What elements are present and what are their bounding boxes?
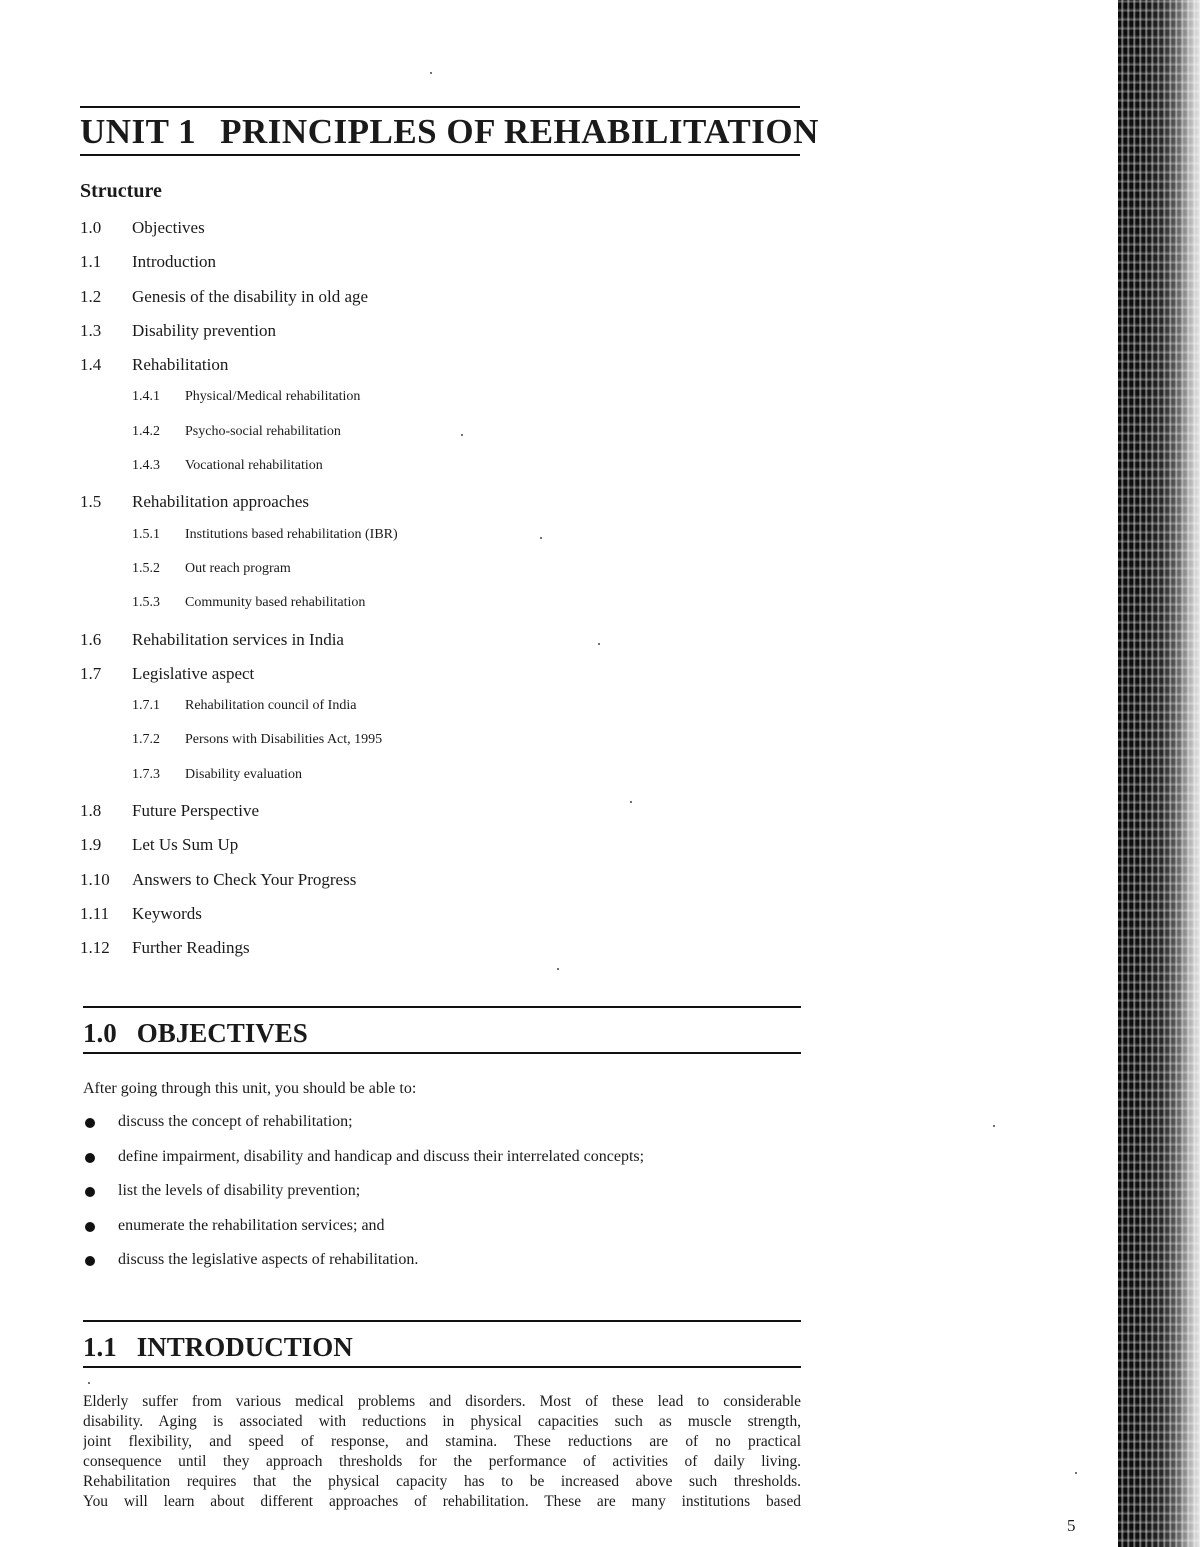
toc-item-label: Institutions based rehabilitation (IBR) bbox=[185, 526, 398, 542]
toc-subitem bbox=[80, 458, 780, 492]
paragraph-line: disability. Aging is associated with reductions in physical capacities such as muscle strength, bbox=[83, 1413, 801, 1430]
paragraph-line: joint flexibility, and speed of response, and stamina. These reductions are of no practical bbox=[83, 1433, 801, 1450]
toc-item-number: 1.4.3 bbox=[132, 458, 160, 474]
toc-item-number: 1.6 bbox=[80, 629, 102, 649]
scan-speck bbox=[540, 537, 542, 539]
objective-text: list the levels of disability prevention; bbox=[118, 1182, 361, 1199]
toc-item-label: Disability evaluation bbox=[185, 766, 303, 782]
objectives-heading bbox=[83, 1016, 308, 1050]
toc-item bbox=[80, 252, 780, 286]
table-of-contents bbox=[80, 218, 780, 973]
toc-item-label: Out reach program bbox=[185, 560, 291, 576]
toc-item-label: Rehabilitation council of India bbox=[185, 698, 357, 714]
toc-item-number: 1.9 bbox=[80, 835, 102, 855]
structure-heading: Structure bbox=[80, 180, 162, 202]
introduction-bottom-rule bbox=[83, 1366, 801, 1368]
toc-item-number: 1.12 bbox=[80, 938, 110, 958]
toc-item bbox=[80, 287, 780, 321]
toc-item bbox=[80, 801, 780, 835]
toc-item-label: Community based rehabilitation bbox=[185, 595, 366, 611]
toc-item bbox=[80, 492, 780, 526]
toc-item-number: 1.8 bbox=[80, 801, 102, 821]
introduction-heading bbox=[83, 1330, 353, 1364]
toc-item-number: 1.3 bbox=[80, 320, 102, 340]
paragraph-line: You will learn about different approaches of rehabilitation. These are many institutions based bbox=[83, 1493, 801, 1510]
objective-text: define impairment, disability and handicap and discuss their interrelated concepts; bbox=[118, 1147, 645, 1165]
toc-item-label: Future Perspective bbox=[132, 801, 259, 821]
introduction-top-rule bbox=[83, 1320, 801, 1322]
bullet-icon bbox=[85, 1187, 95, 1197]
paragraph-line: consequence until they approach thresholds for the performance of activities of daily living. bbox=[83, 1453, 801, 1470]
toc-item-number: 1.5 bbox=[80, 492, 102, 512]
toc-item-label: Persons with Disabilities Act, 1995 bbox=[185, 732, 383, 748]
objectives-title: OBJECTIVES bbox=[136, 1018, 308, 1048]
paragraph-line: Elderly suffer from various medical problems and disorders. Most of these lead to considerable bbox=[83, 1393, 801, 1410]
toc-item-number: 1.11 bbox=[80, 903, 110, 923]
unit-title bbox=[80, 110, 819, 154]
objectives-top-rule bbox=[83, 1006, 801, 1008]
toc-subitem bbox=[80, 767, 780, 801]
objective-text: enumerate the rehabilitation services; and bbox=[118, 1216, 385, 1234]
toc-item bbox=[80, 664, 780, 698]
objective-text: discuss the concept of rehabilitation; bbox=[118, 1113, 353, 1130]
scan-shadow-edge bbox=[1118, 0, 1200, 1547]
toc-subitem bbox=[80, 389, 780, 423]
bullet-icon bbox=[85, 1153, 95, 1163]
toc-item-number: 1.5.2 bbox=[132, 560, 160, 576]
toc-item bbox=[80, 870, 780, 904]
toc-item-label: Introduction bbox=[132, 252, 217, 272]
toc-item bbox=[80, 321, 780, 355]
toc-item bbox=[80, 835, 780, 869]
scan-speck bbox=[993, 1125, 995, 1127]
scan-speck bbox=[630, 801, 632, 803]
page-number: 5 bbox=[1067, 1516, 1076, 1535]
toc-item-label: Rehabilitation services in India bbox=[132, 629, 344, 649]
bullet-icon bbox=[85, 1118, 95, 1128]
unit-title-text: PRINCIPLES OF REHABILITATION bbox=[220, 112, 819, 151]
scan-speck bbox=[557, 968, 559, 970]
scan-speck bbox=[430, 72, 432, 74]
toc-item-label: Rehabilitation approaches bbox=[132, 492, 310, 512]
toc-item-label: Let Us Sum Up bbox=[132, 835, 239, 855]
toc-item-number: 1.0 bbox=[80, 218, 102, 237]
paragraph-line: Rehabilitation requires that the physical capacity has to be increased above such thresholds. bbox=[83, 1473, 801, 1490]
toc-item-label: Further Readings bbox=[132, 938, 250, 958]
introduction-number: 1.1 bbox=[83, 1332, 117, 1362]
objectives-number: 1.0 bbox=[83, 1018, 117, 1048]
toc-item bbox=[80, 938, 780, 972]
toc-item-number: 1.1 bbox=[80, 252, 102, 272]
bullet-icon bbox=[85, 1256, 95, 1266]
toc-subitem bbox=[80, 561, 780, 595]
toc-item-number: 1.2 bbox=[80, 286, 102, 306]
toc-item-label: Answers to Check Your Progress bbox=[132, 869, 357, 889]
toc-item-number: 1.7.1 bbox=[132, 698, 160, 714]
toc-item-label: Objectives bbox=[132, 218, 205, 237]
toc-item-number: 1.7.2 bbox=[132, 732, 160, 748]
toc-subitem bbox=[80, 527, 780, 561]
unit-number: UNIT 1 bbox=[80, 112, 197, 151]
toc-subitem bbox=[80, 698, 780, 732]
introduction-title: INTRODUCTION bbox=[136, 1332, 353, 1362]
toc-item-number: 1.7 bbox=[80, 663, 102, 683]
toc-subitem bbox=[80, 424, 780, 458]
toc-item-label: Physical/Medical rehabilitation bbox=[185, 389, 361, 405]
toc-item-number: 1.4.1 bbox=[132, 389, 160, 405]
toc-item-label: Psycho-social rehabilitation bbox=[185, 423, 341, 439]
introduction-paragraph bbox=[83, 1392, 801, 1512]
toc-item-number: 1.4.2 bbox=[132, 423, 160, 439]
toc-item-label: Genesis of the disability in old age bbox=[132, 286, 369, 306]
objectives-intro: After going through this unit, you should be able to: bbox=[83, 1080, 417, 1097]
toc-subitem bbox=[80, 732, 780, 766]
toc-item bbox=[80, 218, 780, 252]
unit-title-top-rule bbox=[80, 106, 800, 108]
toc-item-number: 1.7.3 bbox=[132, 766, 160, 782]
scan-speck bbox=[461, 434, 463, 436]
toc-item-label: Disability prevention bbox=[132, 320, 277, 340]
scan-speck bbox=[598, 643, 600, 645]
unit-title-bottom-rule bbox=[80, 154, 800, 156]
toc-item-number: 1.5.3 bbox=[132, 595, 160, 611]
toc-item-label: Keywords bbox=[132, 903, 202, 923]
toc-item bbox=[80, 630, 780, 664]
toc-item-label: Vocational rehabilitation bbox=[185, 458, 323, 474]
toc-item-number: 1.10 bbox=[80, 869, 110, 889]
toc-item-label: Rehabilitation bbox=[132, 355, 229, 375]
toc-item-label: Legislative aspect bbox=[132, 663, 255, 683]
bullet-icon bbox=[85, 1222, 95, 1232]
toc-item bbox=[80, 355, 780, 389]
scan-speck bbox=[88, 1382, 90, 1384]
toc-item-number: 1.4 bbox=[80, 355, 102, 375]
toc-item bbox=[80, 904, 780, 938]
objective-text: discuss the legislative aspects of rehabilitation. bbox=[118, 1251, 419, 1268]
toc-item-number: 1.5.1 bbox=[132, 526, 160, 542]
objectives-bottom-rule bbox=[83, 1052, 801, 1054]
scan-speck bbox=[1075, 1472, 1077, 1474]
toc-subitem bbox=[80, 595, 780, 629]
